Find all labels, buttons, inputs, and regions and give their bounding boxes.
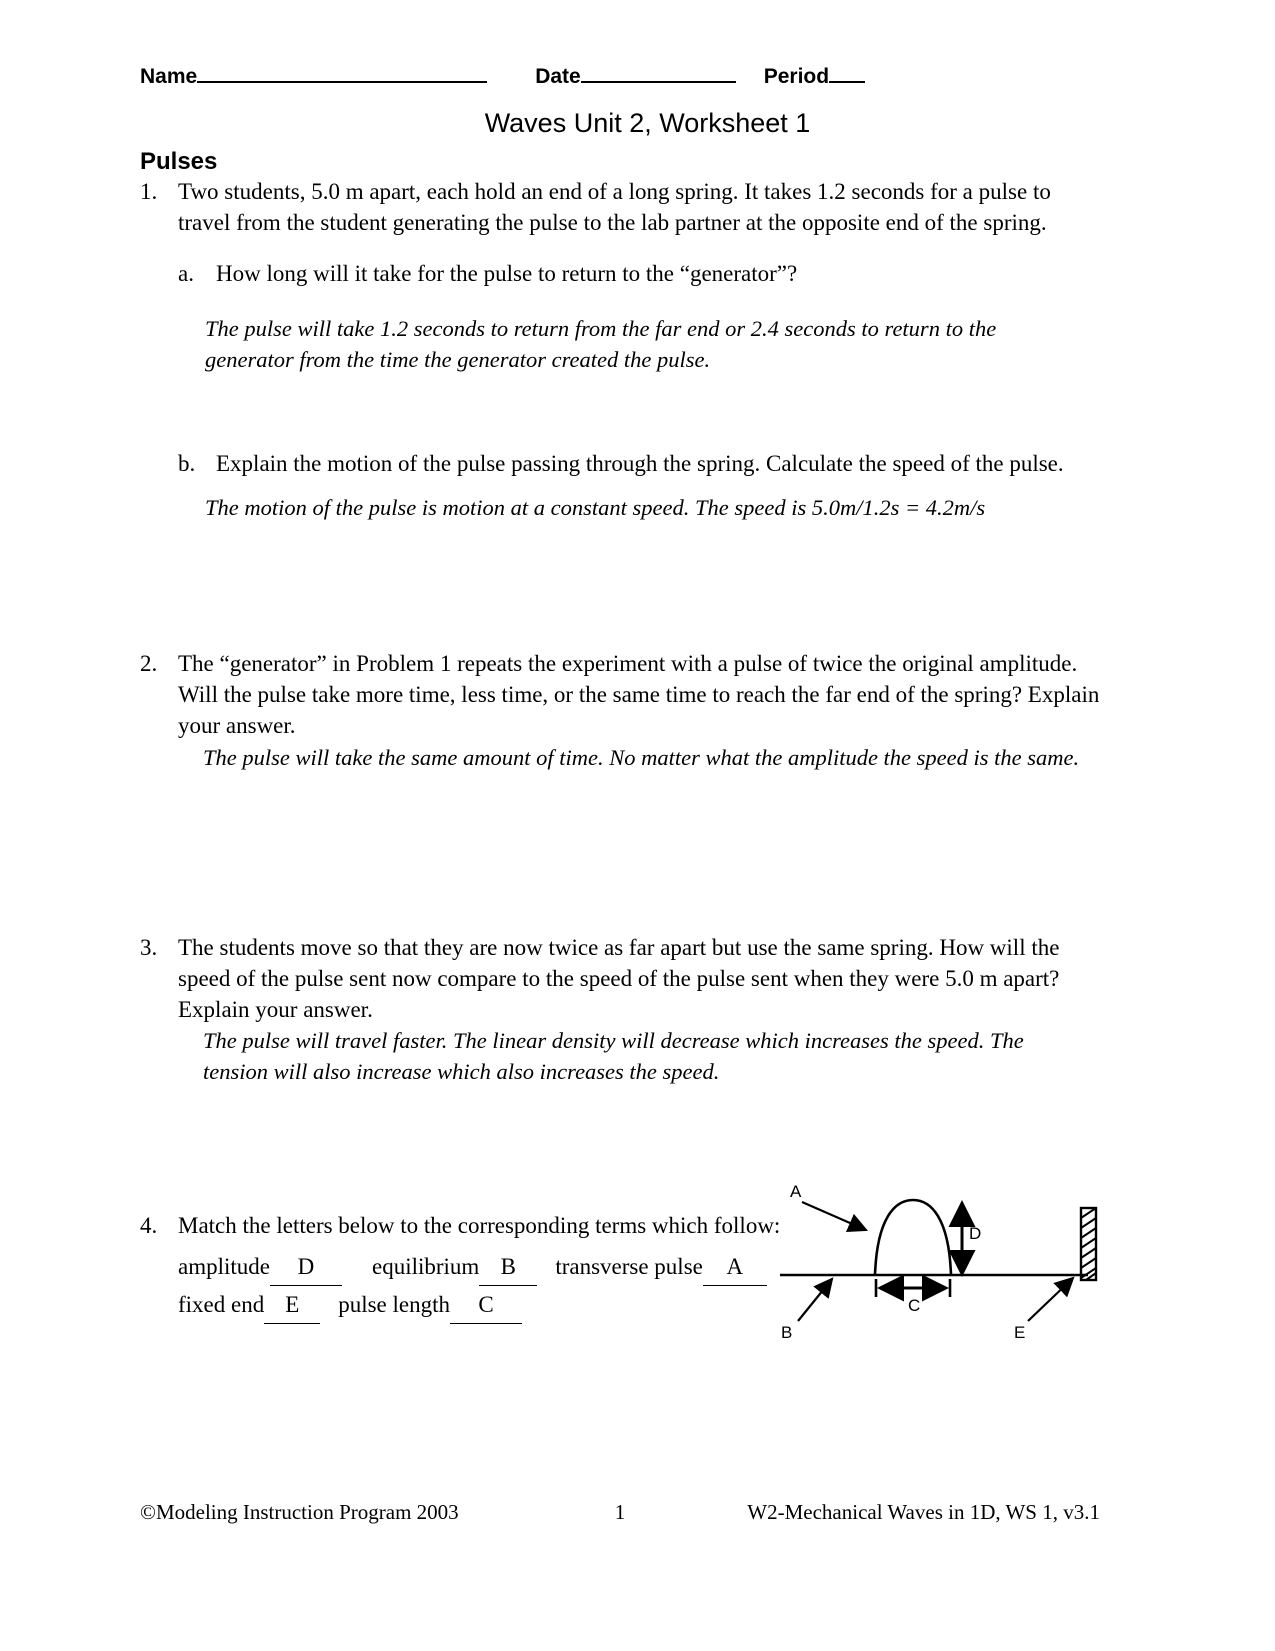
question-1-number: 1. xyxy=(140,179,158,204)
diagram-label-b: B xyxy=(781,1323,793,1342)
match-term-transverse-pulse: transverse pulse xyxy=(555,1254,703,1279)
question-3-number: 3. xyxy=(140,935,158,960)
match-blank-amplitude[interactable]: D xyxy=(270,1248,342,1286)
pointer-e xyxy=(1028,1278,1073,1321)
question-1a xyxy=(178,258,1108,289)
question-1b-answer: The motion of the pulse is motion at a constant speed. The speed is 5.0m/1.2s = 4.2m/s xyxy=(205,495,986,520)
period-blank[interactable] xyxy=(829,64,865,83)
question-2-answer: The pulse will take the same amount of time. No matter what the amplitude the speed is the same. xyxy=(203,745,1080,770)
pulse-diagram xyxy=(770,1178,1120,1353)
question-4-number: 4. xyxy=(140,1213,158,1238)
match-term-amplitude: amplitude xyxy=(178,1254,270,1279)
matching-row-1 xyxy=(178,1248,767,1286)
fixed-end-wall xyxy=(1081,1208,1096,1280)
page-title: Waves Unit 2, Worksheet 1 xyxy=(484,108,811,138)
diagram-label-a: A xyxy=(790,1182,802,1201)
match-blank-fixed-end[interactable]: E xyxy=(264,1286,320,1324)
footer-reference: W2-Mechanical Waves in 1D, WS 1, v3.1 xyxy=(747,1500,1100,1524)
section-heading: Pulses xyxy=(140,148,218,175)
match-term-pulse-length: pulse length xyxy=(338,1292,451,1317)
date-blank[interactable] xyxy=(581,64,736,83)
question-1b xyxy=(178,448,1108,479)
match-term-equilibrium: equilibrium xyxy=(371,1254,480,1279)
diagram-label-c: C xyxy=(908,1296,921,1315)
pointer-a xyxy=(802,1202,866,1230)
question-1b-label: b. xyxy=(178,451,196,476)
matching-answers xyxy=(178,1248,767,1324)
diagram-label-d: D xyxy=(969,1224,982,1243)
question-1b-text: Explain the motion of the pulse passing through the spring. Calculate the speed of the pulse. xyxy=(216,451,1064,476)
name-label: Name xyxy=(140,65,198,88)
question-1 xyxy=(140,176,1100,238)
question-1a-label: a. xyxy=(178,261,194,286)
question-1-text: Two students, 5.0 m apart, each hold an end of a long spring. It takes 1.2 seconds for a pulse to travel from the student generating the pulse to the lab partner at the opposite end of the spring. xyxy=(178,179,1051,235)
question-3-answer: The pulse will travel faster. The linear density will decrease which increases the speed. The tension will also increase which also increases the speed. xyxy=(203,1028,1024,1084)
question-4-text: Match the letters below to the corresponding terms which follow: xyxy=(178,1213,781,1238)
pointer-b xyxy=(798,1279,832,1321)
pulse-curve xyxy=(875,1200,951,1275)
match-blank-equilibrium[interactable]: B xyxy=(479,1248,537,1286)
question-3-text: The students move so that they are now twice as far apart but use the same spring. How will the speed of the pulse sent now compare to the speed of the pulse sent when they were 5.0 m apart? Explain your answer. xyxy=(178,935,1060,1022)
name-blank[interactable] xyxy=(197,64,487,83)
question-1a-text: How long will it take for the pulse to return to the “generator”? xyxy=(216,261,798,286)
match-blank-pulse-length[interactable]: C xyxy=(450,1286,522,1324)
period-label: Period xyxy=(763,65,830,88)
question-2 xyxy=(140,648,1100,741)
matching-row-2 xyxy=(178,1286,767,1324)
match-term-fixed-end: fixed end xyxy=(178,1292,265,1317)
student-info-row xyxy=(140,64,1130,89)
match-blank-transverse-pulse[interactable]: A xyxy=(703,1248,767,1286)
question-1a-answer: The pulse will take 1.2 seconds to return from the far end or 2.4 seconds to return to the generator from the time the generator created the pulse. xyxy=(205,316,997,372)
date-label: Date xyxy=(535,65,581,88)
question-2-number: 2. xyxy=(140,651,158,676)
question-3 xyxy=(140,932,1110,1025)
diagram-label-e: E xyxy=(1014,1323,1026,1342)
footer-copyright: ©Modeling Instruction Program 2003 xyxy=(140,1500,459,1524)
question-4 xyxy=(140,1210,840,1241)
question-2-text: The “generator” in Problem 1 repeats the experiment with a pulse of twice the original amplitude. Will the pulse take more time, less time, or the same time to reach the far end of the spring? Explain your answer. xyxy=(178,651,1100,738)
footer-page-number: 1 xyxy=(614,1500,626,1524)
